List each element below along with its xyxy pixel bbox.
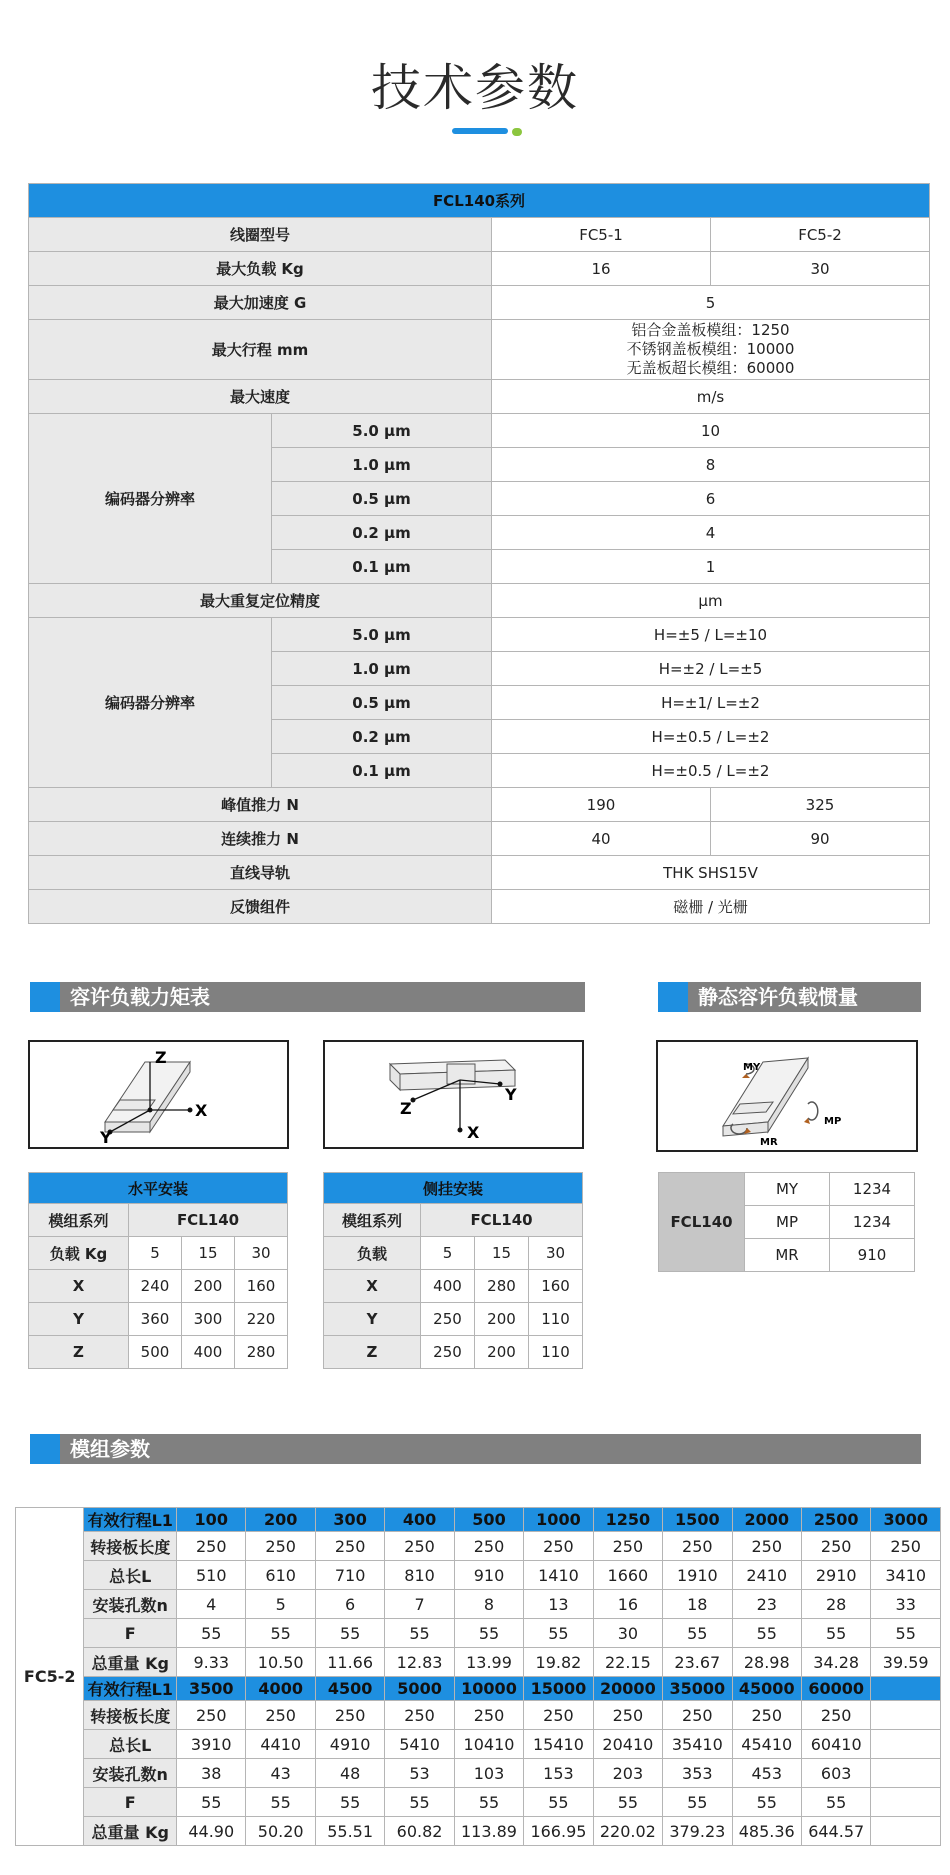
cell: 磁栅 / 光栅 — [492, 890, 930, 924]
cell: 190 — [492, 788, 711, 822]
load-label: 负载 Kg — [29, 1237, 129, 1270]
cell: m/s — [492, 380, 930, 414]
series-label: 模组系列 — [324, 1204, 421, 1237]
param-cell: 15410 — [524, 1730, 593, 1759]
param-cell: 500 — [454, 1508, 523, 1532]
cell: 200 — [182, 1270, 235, 1303]
param-cell: 1660 — [593, 1561, 662, 1590]
cell: 5 — [421, 1237, 475, 1270]
param-cell: 250 — [801, 1701, 870, 1730]
param-cell — [871, 1817, 941, 1846]
param-cell: 55 — [663, 1619, 732, 1648]
max-stroke-cell — [492, 320, 930, 380]
param-cell: 1250 — [593, 1508, 662, 1532]
section-inertia-bar — [658, 982, 921, 1012]
res-label: 0.2 μm — [272, 720, 492, 754]
param-cell: 7 — [385, 1590, 454, 1619]
param-cell: 250 — [177, 1701, 246, 1730]
moment-label: MR — [760, 1137, 778, 1148]
param-cell — [871, 1677, 941, 1701]
param-cell: 45410 — [732, 1730, 801, 1759]
cell: FC5-1 — [492, 218, 711, 252]
param-cell: 6 — [315, 1590, 384, 1619]
param-row — [16, 1788, 941, 1817]
param-row — [16, 1701, 941, 1730]
cell: 15 — [182, 1237, 235, 1270]
param-label: F — [84, 1788, 177, 1817]
row-label: 最大行程 mm — [29, 320, 492, 380]
param-row — [16, 1759, 941, 1788]
param-cell: 453 — [732, 1759, 801, 1788]
param-cell: 4500 — [315, 1677, 384, 1701]
cell-line: 铝合金盖板模组：1250 — [631, 321, 790, 339]
param-cell: 250 — [246, 1532, 315, 1561]
cell-line: 不锈钢盖板模组：10000 — [626, 340, 795, 358]
param-cell: 250 — [385, 1701, 454, 1730]
spec-table — [28, 183, 930, 924]
param-cell: 34.28 — [801, 1648, 870, 1677]
param-cell: 19.82 — [524, 1648, 593, 1677]
param-cell: 2000 — [732, 1508, 801, 1532]
cell: FC5-2 — [711, 218, 930, 252]
cell: 8 — [492, 448, 930, 482]
param-cell: 250 — [454, 1701, 523, 1730]
section-marker — [658, 982, 688, 1012]
param-cell: 55 — [315, 1619, 384, 1648]
cell: 325 — [711, 788, 930, 822]
series-value: FCL140 — [421, 1204, 583, 1237]
param-row — [16, 1508, 941, 1532]
param-cell: 55 — [454, 1619, 523, 1648]
param-cell: 38 — [177, 1759, 246, 1788]
axis-label: Y — [29, 1303, 129, 1336]
encoder-label: 编码器分辨率 — [29, 618, 272, 788]
param-cell: 55 — [593, 1788, 662, 1817]
moment-name: MP — [745, 1206, 830, 1239]
cell: 250 — [421, 1336, 475, 1369]
cell: 5 — [492, 286, 930, 320]
param-cell: 8 — [454, 1590, 523, 1619]
axis-label: Z — [324, 1336, 421, 1369]
res-label: 0.1 μm — [272, 754, 492, 788]
cell: 30 — [235, 1237, 288, 1270]
param-cell: 3410 — [871, 1561, 941, 1590]
param-cell: 13 — [524, 1590, 593, 1619]
param-cell: 250 — [454, 1532, 523, 1561]
horizontal-mount-table — [28, 1172, 288, 1369]
cell-line: 无盖板超长模组：60000 — [626, 359, 795, 377]
param-cell: 250 — [315, 1532, 384, 1561]
side-mount-diagram — [323, 1040, 584, 1149]
axis-label: X — [324, 1270, 421, 1303]
param-cell: 4410 — [246, 1730, 315, 1759]
param-cell: 250 — [593, 1532, 662, 1561]
res-label: 0.5 μm — [272, 686, 492, 720]
param-row — [16, 1730, 941, 1759]
param-cell: 9.33 — [177, 1648, 246, 1677]
param-label: 有效行程L1 — [84, 1677, 177, 1701]
param-cell: 35000 — [663, 1677, 732, 1701]
param-cell: 250 — [385, 1532, 454, 1561]
param-cell: 13.99 — [454, 1648, 523, 1677]
horizontal-mount-diagram — [28, 1040, 289, 1149]
cell: 15 — [475, 1237, 529, 1270]
param-cell: 55 — [801, 1788, 870, 1817]
cell: 360 — [129, 1303, 182, 1336]
param-cell: 60410 — [801, 1730, 870, 1759]
spec-series-header: FCL140系列 — [29, 184, 930, 218]
moment-label: MY — [743, 1062, 761, 1073]
res-label: 5.0 μm — [272, 618, 492, 652]
cell: 5 — [129, 1237, 182, 1270]
param-cell: 5000 — [385, 1677, 454, 1701]
param-label: 总重量 Kg — [84, 1648, 177, 1677]
param-cell: 250 — [246, 1701, 315, 1730]
row-label: 线圈型号 — [29, 218, 492, 252]
param-label: 总长L — [84, 1730, 177, 1759]
param-cell: 55 — [732, 1788, 801, 1817]
row-label: 连续推力 N — [29, 822, 492, 856]
param-label: 总重量 Kg — [84, 1817, 177, 1846]
inertia-diagram — [656, 1040, 918, 1152]
cell: 10 — [492, 414, 930, 448]
param-row — [16, 1532, 941, 1561]
cell: 40 — [492, 822, 711, 856]
param-cell: 5410 — [385, 1730, 454, 1759]
param-cell: 39.59 — [871, 1648, 941, 1677]
param-cell: 55 — [385, 1788, 454, 1817]
param-cell: 33 — [871, 1590, 941, 1619]
param-cell: 400 — [385, 1508, 454, 1532]
param-cell: 11.66 — [315, 1648, 384, 1677]
cell: 110 — [529, 1336, 583, 1369]
param-cell: 4000 — [246, 1677, 315, 1701]
axis-label: Y — [505, 1085, 517, 1104]
res-label: 1.0 μm — [272, 652, 492, 686]
param-cell: 1410 — [524, 1561, 593, 1590]
param-label: 总长L — [84, 1561, 177, 1590]
cell: 90 — [711, 822, 930, 856]
cell: 4 — [492, 516, 930, 550]
cell: 160 — [235, 1270, 288, 1303]
module-param-table — [15, 1507, 941, 1846]
param-cell: 103 — [454, 1759, 523, 1788]
param-cell: 55 — [801, 1619, 870, 1648]
inertia-drawing — [658, 1042, 916, 1150]
row-label: 最大速度 — [29, 380, 492, 414]
cell: 500 — [129, 1336, 182, 1369]
param-cell: 353 — [663, 1759, 732, 1788]
param-cell: 113.89 — [454, 1817, 523, 1846]
param-cell: 16 — [593, 1590, 662, 1619]
axis-label: Y — [324, 1303, 421, 1336]
cell: 160 — [529, 1270, 583, 1303]
param-row — [16, 1817, 941, 1846]
row-label: 最大负载 Kg — [29, 252, 492, 286]
param-cell: 55 — [246, 1788, 315, 1817]
param-row — [16, 1677, 941, 1701]
cell: H=±1/ L=±2 — [492, 686, 930, 720]
res-label: 0.1 μm — [272, 550, 492, 584]
moment-name: MR — [745, 1239, 830, 1272]
param-cell: 220.02 — [593, 1817, 662, 1846]
section-title: 容许负载力矩表 — [70, 985, 210, 1009]
param-row — [16, 1561, 941, 1590]
param-cell: 5 — [246, 1590, 315, 1619]
param-cell: 55 — [177, 1788, 246, 1817]
param-cell: 250 — [732, 1532, 801, 1561]
series-value: FCL140 — [129, 1204, 288, 1237]
page-title: 技术参数 — [371, 59, 579, 117]
inertia-table — [658, 1172, 915, 1272]
param-row — [16, 1648, 941, 1677]
param-cell: 15000 — [524, 1677, 593, 1701]
cell: 6 — [492, 482, 930, 516]
res-label: 1.0 μm — [272, 448, 492, 482]
cell: 30 — [711, 252, 930, 286]
param-cell: 10410 — [454, 1730, 523, 1759]
param-cell: 200 — [246, 1508, 315, 1532]
param-cell: 250 — [524, 1532, 593, 1561]
param-cell: 53 — [385, 1759, 454, 1788]
param-cell: 3000 — [871, 1508, 941, 1532]
param-cell: 4 — [177, 1590, 246, 1619]
param-label: 安装孔数n — [84, 1590, 177, 1619]
param-cell: 35410 — [663, 1730, 732, 1759]
param-cell: 45000 — [732, 1677, 801, 1701]
cell: 1234 — [830, 1173, 915, 1206]
param-cell: 10000 — [454, 1677, 523, 1701]
table-title: 水平安装 — [29, 1173, 288, 1204]
section-module-bar — [30, 1434, 921, 1464]
axis-label: Z — [155, 1048, 167, 1067]
param-cell: 55 — [315, 1788, 384, 1817]
param-cell: 23.67 — [663, 1648, 732, 1677]
encoder-label: 编码器分辨率 — [29, 414, 272, 584]
param-row — [16, 1619, 941, 1648]
param-label: 转接板长度 — [84, 1701, 177, 1730]
param-cell: 250 — [871, 1532, 941, 1561]
param-cell: 1500 — [663, 1508, 732, 1532]
param-cell: 510 — [177, 1561, 246, 1590]
res-label: 0.2 μm — [272, 516, 492, 550]
param-cell: 1000 — [524, 1508, 593, 1532]
param-cell: 250 — [732, 1701, 801, 1730]
cell: 30 — [529, 1237, 583, 1270]
cell: 910 — [830, 1239, 915, 1272]
axis-label: Z — [29, 1336, 129, 1369]
param-cell — [871, 1788, 941, 1817]
param-cell — [871, 1730, 941, 1759]
cell: H=±0.5 / L=±2 — [492, 720, 930, 754]
axis-label: X — [467, 1123, 480, 1142]
param-cell: 250 — [663, 1532, 732, 1561]
param-cell: 55 — [385, 1619, 454, 1648]
title-underline-green — [512, 128, 522, 136]
param-cell: 60.82 — [385, 1817, 454, 1846]
param-cell: 44.90 — [177, 1817, 246, 1846]
section-moment-bar — [30, 982, 585, 1012]
moment-name: MY — [745, 1173, 830, 1206]
cell: 280 — [475, 1270, 529, 1303]
param-cell: 379.23 — [663, 1817, 732, 1846]
param-cell: 18 — [663, 1590, 732, 1619]
row-label: 最大重复定位精度 — [29, 584, 492, 618]
cell: H=±2 / L=±5 — [492, 652, 930, 686]
param-label: F — [84, 1619, 177, 1648]
param-label: 安装孔数n — [84, 1759, 177, 1788]
table-title: 侧挂安装 — [324, 1173, 583, 1204]
param-cell: 55 — [871, 1619, 941, 1648]
param-cell: 644.57 — [801, 1817, 870, 1846]
param-cell: 12.83 — [385, 1648, 454, 1677]
param-cell: 610 — [246, 1561, 315, 1590]
axis-label: X — [195, 1101, 208, 1120]
section-marker — [30, 1434, 60, 1464]
param-cell: 20000 — [593, 1677, 662, 1701]
param-label: 转接板长度 — [84, 1532, 177, 1561]
load-label: 负载 — [324, 1237, 421, 1270]
res-label: 5.0 μm — [272, 414, 492, 448]
param-cell: 55 — [663, 1788, 732, 1817]
param-cell — [871, 1759, 941, 1788]
param-cell: 28 — [801, 1590, 870, 1619]
param-cell: 250 — [593, 1701, 662, 1730]
param-cell: 3910 — [177, 1730, 246, 1759]
inertia-model: FCL140 — [659, 1173, 745, 1272]
section-title: 静态容许负载惯量 — [698, 985, 858, 1009]
cell: 16 — [492, 252, 711, 286]
cell: 110 — [529, 1303, 583, 1336]
cell: 1234 — [830, 1206, 915, 1239]
module-param-body — [16, 1508, 941, 1846]
param-cell: 55 — [524, 1788, 593, 1817]
moment-label: MP — [824, 1116, 842, 1127]
param-cell: 603 — [801, 1759, 870, 1788]
param-cell: 2910 — [801, 1561, 870, 1590]
param-cell: 100 — [177, 1508, 246, 1532]
row-label: 峰值推力 N — [29, 788, 492, 822]
param-cell: 28.98 — [732, 1648, 801, 1677]
param-cell: 55 — [732, 1619, 801, 1648]
cell: 200 — [475, 1336, 529, 1369]
cell: 250 — [421, 1303, 475, 1336]
axis-label: X — [29, 1270, 129, 1303]
param-cell: 43 — [246, 1759, 315, 1788]
cell: μm — [492, 584, 930, 618]
param-cell: 10.50 — [246, 1648, 315, 1677]
section-title: 模组参数 — [70, 1437, 150, 1461]
param-cell: 250 — [663, 1701, 732, 1730]
param-cell: 300 — [315, 1508, 384, 1532]
cell: 400 — [421, 1270, 475, 1303]
section-marker — [30, 982, 60, 1012]
row-label: 反馈组件 — [29, 890, 492, 924]
param-row — [16, 1590, 941, 1619]
cell: 220 — [235, 1303, 288, 1336]
param-cell: 23 — [732, 1590, 801, 1619]
param-cell: 55 — [177, 1619, 246, 1648]
param-label: 有效行程L1 — [84, 1508, 177, 1532]
param-cell: 810 — [385, 1561, 454, 1590]
param-cell: 910 — [454, 1561, 523, 1590]
res-label: 0.5 μm — [272, 482, 492, 516]
param-cell: 22.15 — [593, 1648, 662, 1677]
param-cell: 60000 — [801, 1677, 870, 1701]
cell: THK SHS15V — [492, 856, 930, 890]
param-cell: 55 — [454, 1788, 523, 1817]
param-cell: 250 — [315, 1701, 384, 1730]
param-cell: 50.20 — [246, 1817, 315, 1846]
param-cell: 55 — [246, 1619, 315, 1648]
param-cell: 250 — [801, 1532, 870, 1561]
param-cell: 3500 — [177, 1677, 246, 1701]
cell: 200 — [475, 1303, 529, 1336]
row-label: 直线导轨 — [29, 856, 492, 890]
series-label: 模组系列 — [29, 1204, 129, 1237]
axis-label: Z — [400, 1099, 412, 1118]
param-cell: 30 — [593, 1619, 662, 1648]
cell: H=±0.5 / L=±2 — [492, 754, 930, 788]
cell: 1 — [492, 550, 930, 584]
param-cell: 55 — [524, 1619, 593, 1648]
row-label: 最大加速度 G — [29, 286, 492, 320]
param-cell: 485.36 — [732, 1817, 801, 1846]
side-mount-drawing — [325, 1042, 582, 1147]
param-cell: 250 — [177, 1532, 246, 1561]
cell: 400 — [182, 1336, 235, 1369]
param-cell: 2500 — [801, 1508, 870, 1532]
cell: 300 — [182, 1303, 235, 1336]
param-cell: 203 — [593, 1759, 662, 1788]
param-cell: 20410 — [593, 1730, 662, 1759]
param-cell: 4910 — [315, 1730, 384, 1759]
param-cell: 153 — [524, 1759, 593, 1788]
param-cell: 2410 — [732, 1561, 801, 1590]
axis-label: Y — [100, 1128, 112, 1147]
cell: 240 — [129, 1270, 182, 1303]
title-underline-blue — [452, 128, 508, 134]
param-cell — [871, 1701, 941, 1730]
module-model: FC5-2 — [16, 1508, 84, 1846]
cell: H=±5 / L=±10 — [492, 618, 930, 652]
param-cell: 166.95 — [524, 1817, 593, 1846]
param-cell: 710 — [315, 1561, 384, 1590]
param-cell: 55.51 — [315, 1817, 384, 1846]
param-cell: 250 — [524, 1701, 593, 1730]
horizontal-mount-drawing — [30, 1042, 287, 1147]
param-cell: 48 — [315, 1759, 384, 1788]
side-mount-table — [323, 1172, 583, 1369]
param-cell: 1910 — [663, 1561, 732, 1590]
cell: 280 — [235, 1336, 288, 1369]
